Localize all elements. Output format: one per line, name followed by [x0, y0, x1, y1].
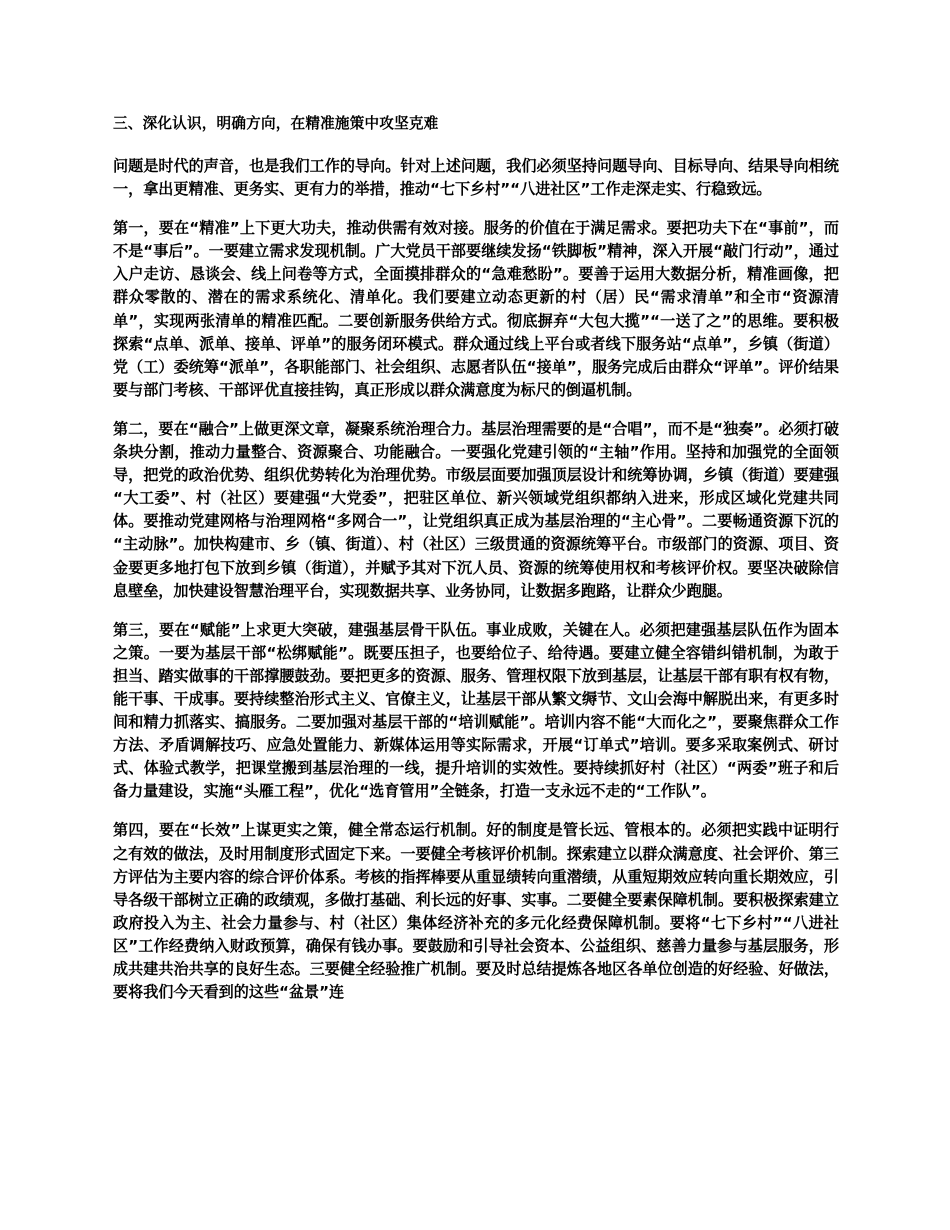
paragraph-point-2: 第二，要在“融合”上做更深文章，凝聚系统治理合力。基层治理需要的是“合唱”，而不是“独奏”。必须打破条块分割，推动力量整合、资源聚合、功能融合。一要强化党建引领的“主轴”作用。坚持和加强党的全面领导，把党的政治优势、组织优势转化为治理优势。市级层面要加强顶层设计和统筹协调，乡镇（街道）要建强“大工委”、村（社区）要建强“大党委”，把驻区单位、新兴领域党组织都纳入进来，形成区域化党建共同体。要推动党建网格与治理网格“多网合一”，让党组织真正成为基层治理的“主心骨”。二要畅通资源下沉的“主动脉”。加快构建市、乡（镇、街道）、村（社区）三级贯通的资源统筹平台。市级部门的资源、项目、资金要更多地打包下放到乡镇（街道），并赋予其对下沉人员、资源的统筹使用权和考核评价权。要坚决破除信息壁垒，加快建设智慧治理平台，实现数据共享、业务协同，让数据多跑路，让群众少跑腿。 [113, 419, 839, 600]
paragraph-intro: 问题是时代的声音，也是我们工作的导向。针对上述问题，我们必须坚持问题导向、目标导向、结果导向相统一，拿出更精准、更务实、更有力的举措，推动“七下乡村”“八进社区”工作走深走实、行稳致远。 [113, 157, 839, 199]
section-heading: 三、深化认识，明确方向，在精准施策中攻坚克难 [113, 115, 439, 132]
paragraph-point-3: 第三，要在“赋能”上求更大突破，建强基层骨干队伍。事业成败，关键在人。必须把建强基层队伍作为固本之策。一要为基层干部“松绑赋能”。既要压担子，也要给位子、给待遇。要建立健全容错纠错机制，为敢于担当、踏实做事的干部撑腰鼓劲。要把更多的资源、服务、管理权限下放到基层，让基层干部有职有权有物，能干事、干成事。要持续整治形式主义、官僚主义，让基层干部从繁文缛节、文山会海中解脱出来，有更多时间和精力抓落实、搞服务。二要加强对基层干部的“培训赋能”。培训内容不能“大而化之”，要聚焦群众工作方法、矛盾调解技巧、应急处置能力、新媒体运用等实际需求，开展“订单式”培训。要多采取案例式、研讨式、体验式教学，把课堂搬到基层治理的一线，提升培训的实效性。要持续抓好村（社区）“两委”班子和后备力量建设，实施“头雁工程”，优化“选育管用”全链条，打造一支永远不走的“工作队”。 [113, 620, 839, 801]
paragraph-point-4: 第四，要在“长效”上谋更实之策，健全常态运行机制。好的制度是管长远、管根本的。必须把实践中证明行之有效的做法，及时用制度形式固定下来。一要健全考核评价机制。探索建立以群众满意度、社会评价、第三方评估为主要内容的综合评价体系。考核的指挥棒要从重显绩转向重潜绩，从重短期效应转向重长期效应，引导各级干部树立正确的政绩观，多做打基础、利长远的好事、实事。二要健全要素保障机制。要积极探索建立政府投入为主、社会力量参与、村（社区）集体经济补充的多元化经费保障机制。要将“七下乡村”“八进社区”工作经费纳入财政预算，确保有钱办事。要鼓励和引导社会资本、公益组织、慈善力量参与基层服务，形成共建共治共享的良好生态。三要健全经验推广机制。要及时总结提炼各地区各单位创造的好经验、好做法，要将我们今天看到的这些“盆景”连 [113, 821, 839, 1002]
paragraph-point-1: 第一，要在“精准”上下更大功夫，推动供需有效对接。服务的价值在于满足需求。要把功夫下在“事前”，而不是“事后”。一要建立需求发现机制。广大党员干部要继续发扬“铁脚板”精神，深入开展“敲门行动”，通过入户走访、恳谈会、线上问卷等方式，全面摸排群众的“急难愁盼”。要善于运用大数据分析，精准画像，把群众零散的、潜在的需求系统化、清单化。我们要建立动态更新的村（居）民“需求清单”和全市“资源清单”，实现两张清单的精准匹配。二要创新服务供给方式。彻底摒弃“大包大揽”“一送了之”的思维。要积极探索“点单、派单、接单、评单”的服务闭环模式。群众通过线上平台或者线下服务站“点单”，乡镇（街道）党（工）委统筹“派单”，各职能部门、社会组织、志愿者队伍“接单”，服务完成后由群众“评单”。评价结果要与部门考核、干部评优直接挂钩，真正形成以群众满意度为标尺的倒逼机制。 [113, 219, 839, 399]
document-body [113, 113, 839, 1004]
